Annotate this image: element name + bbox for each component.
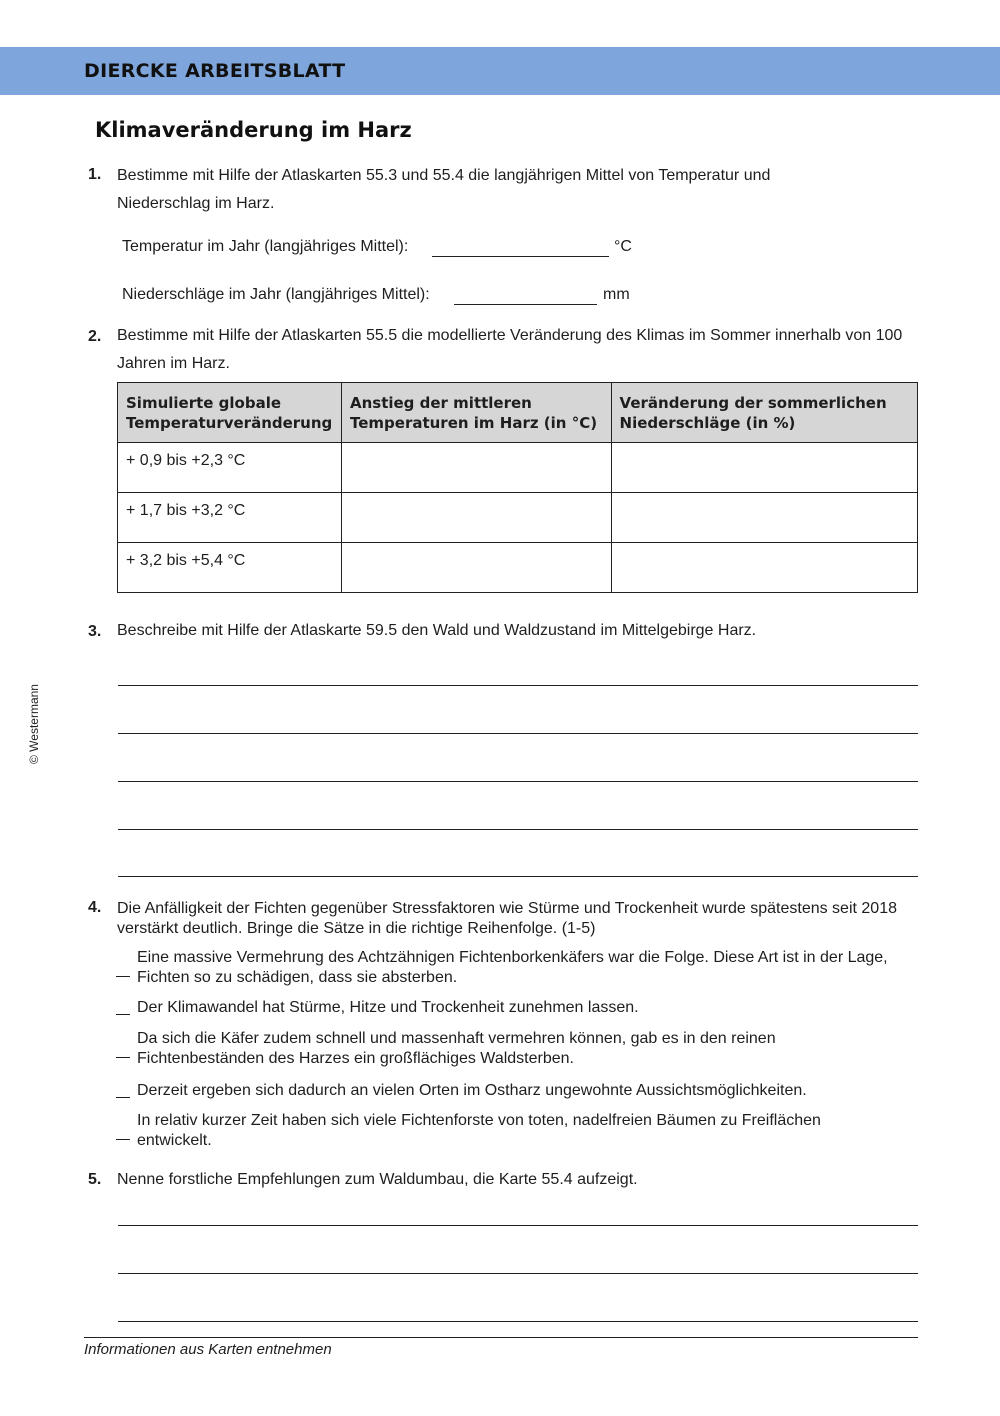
table-row bbox=[118, 493, 918, 543]
order-item-text: Der Klimawandel hat Stürme, Hitze und Trockenheit zunehmen lassen. bbox=[137, 999, 639, 1016]
climate-change-table bbox=[117, 382, 918, 593]
answer-cell[interactable] bbox=[611, 493, 917, 543]
header-line: Simulierte globale bbox=[126, 393, 282, 412]
temperature-unit: °C bbox=[614, 238, 632, 255]
precipitation-label: Niederschläge im Jahr (langjähriges Mittel): bbox=[122, 286, 430, 303]
answer-line[interactable] bbox=[118, 685, 918, 686]
q4-text: Die Anfälligkeit der Fichten gegenüber Stressfaktoren wie Stürme und Trockenheit wurde spätestens seit 2018 verstärkt deutlich. Bringe die Sätze in die richtige Reihenfolge. (1-5) bbox=[117, 900, 897, 937]
q1-number: 1. bbox=[88, 166, 102, 183]
q2-text: Bestimme mit Hilfe der Atlaskarten 55.5 die modellierte Veränderung des Klimas im Sommer innerhalb von 100 Jahren im Harz. bbox=[117, 327, 903, 372]
q3-number: 3. bbox=[88, 623, 102, 640]
answer-line[interactable] bbox=[118, 1225, 918, 1226]
table-row bbox=[118, 543, 918, 593]
header-line: Temperaturen im Harz (in °C) bbox=[349, 413, 598, 432]
answer-line[interactable] bbox=[118, 733, 918, 734]
scenario-cell: + 0,9 bis +2,3 °C bbox=[118, 443, 342, 493]
q2-number: 2. bbox=[88, 328, 102, 345]
order-number-blank[interactable] bbox=[116, 976, 130, 977]
q5-text: Nenne forstliche Empfehlungen zum Waldumbau, die Karte 55.4 aufzeigt. bbox=[117, 1171, 638, 1188]
order-item-text: In relativ kurzer Zeit haben sich viele Fichtenforste von toten, nadelfreien Bäumen zu Freiflächen entwickelt. bbox=[137, 1112, 821, 1149]
worksheet-header-title: DIERCKE ARBEITSBLATT bbox=[84, 60, 346, 82]
scenario-cell: + 1,7 bis +3,2 °C bbox=[118, 493, 342, 543]
answer-cell[interactable] bbox=[611, 543, 917, 593]
scenario-cell: + 3,2 bis +5,4 °C bbox=[118, 543, 342, 593]
header-line: Veränderung der sommerlichen bbox=[619, 393, 887, 412]
order-item-text: Da sich die Käfer zudem schnell und massenhaft vermehren können, gab es in den reinen Fichtenbeständen des Harzes ein großflächiges Waldsterben. bbox=[137, 1030, 776, 1067]
header-line: Anstieg der mittleren bbox=[349, 393, 532, 412]
temperature-answer-line[interactable] bbox=[432, 256, 609, 257]
order-item-text: Derzeit ergeben sich dadurch an vielen Orten im Ostharz ungewohnte Aussichtsmöglichkeiten. bbox=[137, 1082, 807, 1099]
order-number-blank[interactable] bbox=[116, 1057, 130, 1058]
order-number-blank[interactable] bbox=[116, 1097, 130, 1098]
table-header-cell bbox=[341, 383, 611, 443]
q1-text: Bestimme mit Hilfe der Atlaskarten 55.3 und 55.4 die langjährigen Mittel von Temperatur und Niederschlag im Harz. bbox=[117, 167, 771, 212]
footer-rule bbox=[84, 1337, 918, 1338]
q5-number: 5. bbox=[88, 1171, 102, 1188]
answer-cell[interactable] bbox=[341, 443, 611, 493]
precipitation-answer-line[interactable] bbox=[454, 304, 597, 305]
answer-line[interactable] bbox=[118, 1273, 918, 1274]
answer-line[interactable] bbox=[118, 1321, 918, 1322]
precipitation-unit: mm bbox=[603, 286, 630, 303]
table-header-row bbox=[118, 383, 918, 443]
answer-cell[interactable] bbox=[341, 493, 611, 543]
order-item-text: Eine massive Vermehrung des Achtzähnigen Fichtenborkenkäfers war die Folge. Diese Art ist in der Lage, Fichten so zu schädigen, dass sie absterben. bbox=[137, 949, 888, 986]
header-line: Temperaturveränderung bbox=[126, 413, 333, 432]
copyright-notice: © Westermann bbox=[27, 684, 41, 764]
q4-number: 4. bbox=[88, 899, 102, 916]
page-title: Klimaveränderung im Harz bbox=[95, 118, 412, 142]
header-line: Niederschläge (in %) bbox=[619, 413, 796, 432]
footer-text: Informationen aus Karten entnehmen bbox=[84, 1341, 332, 1358]
order-number-blank[interactable] bbox=[116, 1014, 130, 1015]
table-header-cell bbox=[611, 383, 917, 443]
table-header-cell bbox=[118, 383, 342, 443]
answer-cell[interactable] bbox=[611, 443, 917, 493]
answer-line[interactable] bbox=[118, 829, 918, 830]
order-number-blank[interactable] bbox=[116, 1139, 130, 1140]
temperature-label: Temperatur im Jahr (langjähriges Mittel): bbox=[122, 238, 409, 255]
answer-line[interactable] bbox=[118, 781, 918, 782]
answer-cell[interactable] bbox=[341, 543, 611, 593]
q3-text: Beschreibe mit Hilfe der Atlaskarte 59.5 den Wald und Waldzustand im Mittelgebirge Harz. bbox=[117, 622, 757, 639]
answer-line[interactable] bbox=[118, 876, 918, 877]
table-row bbox=[118, 443, 918, 493]
